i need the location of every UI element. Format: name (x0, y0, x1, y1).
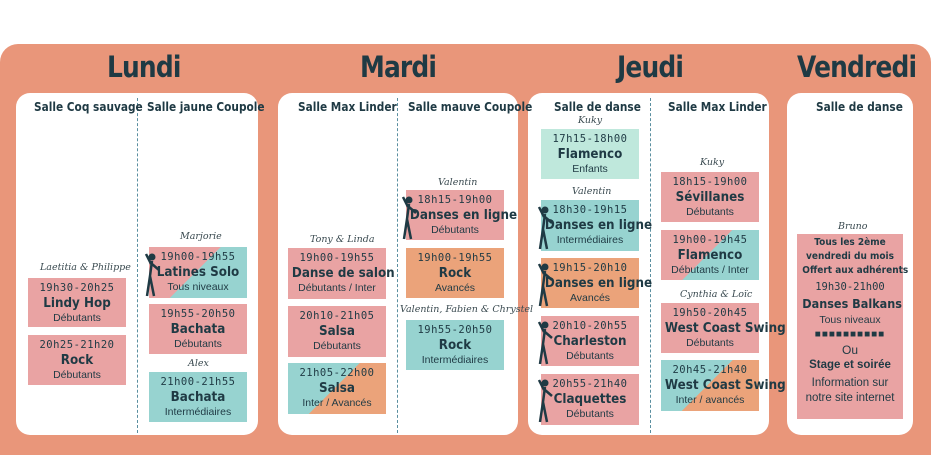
class-time: 20h25-21h20 (39, 339, 115, 351)
info-line: notre site internet (805, 392, 895, 404)
column-divider (137, 98, 138, 433)
class-name: West Coast Swing (664, 378, 786, 393)
class-time: 21h00-21h55 (160, 376, 236, 388)
class-card[interactable] (288, 248, 395, 299)
class-name: Danses en ligne (544, 218, 653, 233)
class-level: Débutants / Inter (298, 282, 376, 294)
class-time: 18h15-19h00 (417, 194, 493, 206)
class-time: 19h55-20h50 (417, 324, 493, 336)
info-line: Information sur (811, 377, 889, 389)
class-level: Intermédiaires (421, 354, 489, 366)
class-card[interactable] (28, 335, 126, 385)
instructor-label: Valentin (438, 177, 478, 188)
class-name: Latines Solo (156, 265, 240, 280)
day-title-lundi: Lundi (107, 50, 181, 84)
class-name: Flamenco (557, 147, 623, 162)
class-level: Débutants (686, 337, 734, 349)
room-label: Salle de danse (816, 100, 903, 114)
class-time: 19h00-19h55 (160, 251, 236, 263)
class-time: 18h30-19h15 (552, 204, 628, 216)
class-card[interactable] (288, 306, 386, 357)
dancer-silhouette-icon (537, 378, 555, 424)
class-card[interactable] (406, 320, 504, 370)
class-card[interactable] (149, 372, 247, 422)
class-name: Danses Balkans (802, 296, 902, 311)
class-level: Débutants (566, 408, 614, 420)
dancer-silhouette-icon (537, 320, 555, 366)
class-level: Inter / Avancés (302, 397, 372, 409)
instructor-label: Cynthia & Loïc (680, 289, 753, 300)
class-level: Débutants (313, 340, 361, 352)
class-time: 19h00-19h55 (299, 252, 375, 264)
info-text (797, 376, 903, 406)
class-level: Intermédiaires (164, 406, 232, 418)
class-time: 20h10-20h55 (552, 320, 628, 332)
class-card[interactable] (406, 190, 518, 240)
class-time: 18h15-19h00 (672, 176, 748, 188)
class-name: Rock (438, 266, 472, 281)
class-time: 19h00-19h45 (672, 234, 748, 246)
class-card[interactable] (661, 360, 786, 411)
instructor-label: Bruno (838, 221, 868, 232)
class-card[interactable] (541, 258, 653, 308)
class-level: Inter / avancés (675, 394, 745, 406)
instructor-label: Tony & Linda (310, 234, 375, 245)
class-name: Danses en ligne (409, 208, 518, 223)
class-name: Charleston (553, 334, 627, 349)
class-level: Avancés (434, 282, 476, 294)
class-card[interactable] (406, 248, 504, 298)
stage-label: Stage et soirée (809, 359, 891, 371)
class-level: Débutants (566, 350, 614, 362)
friday-header-line: Tous les 2ème (814, 237, 886, 248)
class-time: 17h15-18h00 (552, 133, 628, 145)
day-title-vendredi: Vendredi (797, 50, 917, 84)
class-time: 21h05-22h00 (299, 367, 375, 379)
class-level: Débutants (174, 338, 222, 350)
class-level: Débutants (53, 312, 101, 324)
class-level: Enfants (572, 163, 608, 175)
class-name: Rock (438, 338, 472, 353)
class-card[interactable] (541, 200, 653, 251)
class-level: Tous niveaux (819, 314, 881, 326)
class-name: Lindy Hop (43, 296, 111, 311)
class-card[interactable] (661, 172, 759, 222)
instructor-label: Valentin, Fabien & Chrystel (400, 304, 534, 315)
instructor-label: Marjorie (180, 231, 222, 242)
separator-dots: ■■■■■■■■■■ (814, 329, 886, 340)
class-time: 20h55-21h40 (552, 378, 628, 390)
class-level: Débutants / Inter (671, 264, 749, 276)
class-name: West Coast Swing (664, 321, 786, 336)
room-label: Salle mauve Coupole (408, 100, 533, 114)
room-label: Salle Coq sauvage (34, 100, 143, 114)
class-card[interactable] (149, 304, 247, 354)
dancer-silhouette-icon (537, 262, 555, 308)
class-name: Rock (60, 353, 94, 368)
class-time: 19h55-20h50 (160, 308, 236, 320)
class-level: Tous niveaux (167, 281, 229, 293)
room-label: Salle Max Linder (668, 100, 767, 114)
room-label: Salle jaune Coupole (147, 100, 265, 114)
class-time: 19h30-20h25 (39, 282, 115, 294)
class-name: Salsa (319, 381, 355, 396)
class-time: 19h00-19h55 (417, 252, 493, 264)
friday-event-card[interactable] (797, 234, 909, 419)
class-name: Bachata (170, 322, 226, 337)
instructor-label: Kuky (700, 157, 725, 168)
class-level: Intermédiaires (556, 234, 624, 246)
instructor-label: Kuky (578, 115, 603, 126)
room-label: Salle Max Linder (298, 100, 397, 114)
class-name: Danses en ligne (544, 276, 653, 291)
class-level: Avancés (569, 292, 611, 304)
class-name: Claquettes (553, 392, 627, 407)
class-card[interactable] (28, 278, 126, 327)
class-name: Sévillanes (675, 190, 745, 205)
dancer-silhouette-icon (537, 205, 555, 251)
class-time: 19h50-20h45 (672, 307, 748, 319)
class-time: 20h10-21h05 (299, 310, 375, 322)
class-level: Débutants (686, 206, 734, 218)
class-time: 19h15-20h10 (552, 262, 628, 274)
class-time: 20h45-21h40 (672, 364, 748, 376)
friday-header-line: vendredi du mois (805, 251, 895, 262)
class-name: Bachata (170, 390, 226, 405)
or-label: Ou (841, 343, 858, 357)
class-card[interactable] (541, 316, 639, 366)
class-level: Débutants (431, 224, 479, 236)
class-card[interactable] (149, 247, 247, 298)
class-card[interactable] (541, 129, 639, 179)
class-card[interactable] (661, 303, 786, 353)
day-title-mardi: Mardi (360, 50, 437, 84)
dancer-silhouette-icon (401, 195, 419, 241)
class-name: Danse de salon (291, 266, 395, 281)
instructor-label: Alex (188, 358, 209, 369)
day-title-jeudi: Jeudi (617, 50, 684, 84)
friday-header-line: Offert aux adhérents (802, 265, 909, 276)
room-label: Salle de danse (554, 100, 641, 114)
class-card[interactable] (661, 230, 759, 280)
class-level: Débutants (53, 369, 101, 381)
column-divider (650, 98, 651, 433)
class-name: Flamenco (677, 248, 743, 263)
class-card[interactable] (541, 374, 639, 425)
column-divider (397, 98, 398, 433)
instructor-label: Laetitia & Philippe (40, 262, 131, 273)
class-card[interactable] (288, 363, 386, 414)
dancer-silhouette-icon (144, 252, 162, 298)
class-time: 19h30-21h00 (815, 281, 885, 293)
instructor-label: Valentin (572, 186, 612, 197)
class-name: Salsa (319, 324, 355, 339)
